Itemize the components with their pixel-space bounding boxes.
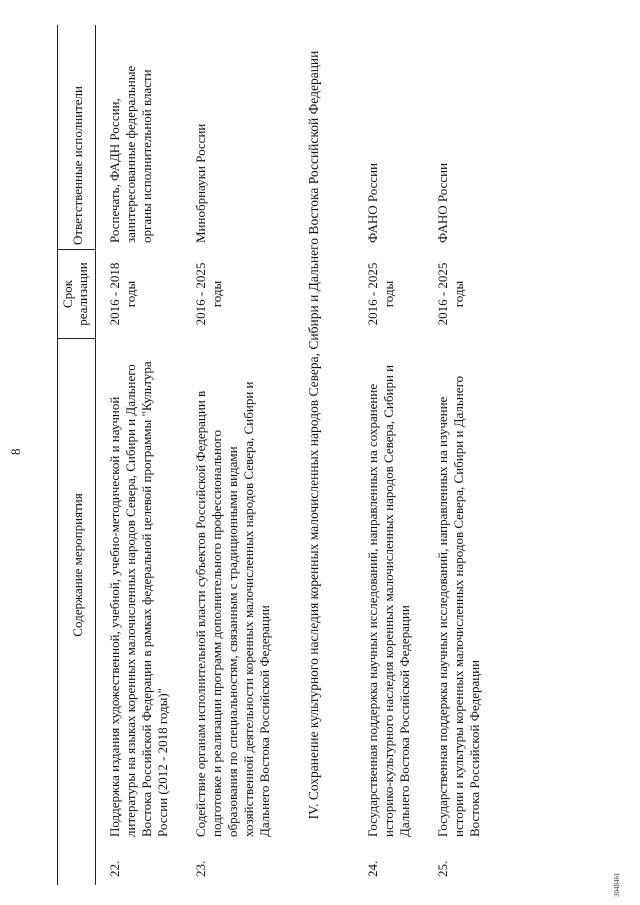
row-term: 2016 - 2018 годы (107, 262, 138, 326)
header-content: Содержание мероприятия (70, 493, 85, 637)
row-responsible: ФАНО России (365, 162, 380, 243)
row-responsible: Минобрнауки России (193, 123, 208, 243)
row-content: Государственная поддержка научных исследований, направленных на сохранение историко-культурного наследия коренных малочисленных народов Севера, Сибири и Дальнего Востока Российской Федерации (365, 364, 412, 837)
page-number: 8 (8, 448, 23, 455)
section-title: IV. Сохранение культурного наследия коренных малочисленных народов Севера, Сибири и Дальнего Востока Российской Федерации (306, 50, 321, 820)
row-content: Поддержка издания художественной, учебной, учебно-методической и научной литературы на языках коренных малочисленных народов Севера, Сибири и Дальнего Востока Российской Федерации в рамках федеральной целевой программы "Культура России (2012 - 2018 годы)" (107, 361, 170, 837)
document-id: 3048461 (613, 872, 621, 897)
row-responsible: Роспечать, ФАДН России, заинтересованные федеральные органы исполнительной власти (107, 65, 154, 243)
row-content: Содействие органам исполнительной власти субъектов Российской Федерации в подготовке и реализации программ дополнительного профессионального образования по специальностям, связанным с традиционными видами хозяйственной деятельности коренных малочисленных народов Севера, Сибири и Дальнего Востока Российской Федерации (193, 381, 272, 837)
row-content: Государственная поддержка научных исследований, направленных на изучение истории и культуры коренных малочисленных народов Севера, Сибири и Дальнего Востока Российской Федерации (435, 375, 482, 837)
header-bottom-border (95, 25, 96, 885)
row-number: 25. (435, 860, 450, 877)
row-term: 2016 - 2025 годы (365, 262, 396, 326)
header-divider-term (57, 338, 95, 339)
table-top-border (57, 25, 58, 885)
row-responsible: ФАНО России (435, 162, 450, 243)
header-divider-responsible (57, 249, 95, 250)
row-number: 23. (193, 860, 208, 877)
row-term: 2016 - 2025 годы (435, 262, 466, 326)
row-number: 24. (365, 860, 380, 877)
row-term: 2016 - 2025 годы (193, 262, 224, 326)
header-term: Срок реализации (60, 262, 90, 326)
header-responsible: Ответственные исполнители (70, 85, 85, 245)
row-number: 22. (107, 860, 122, 877)
